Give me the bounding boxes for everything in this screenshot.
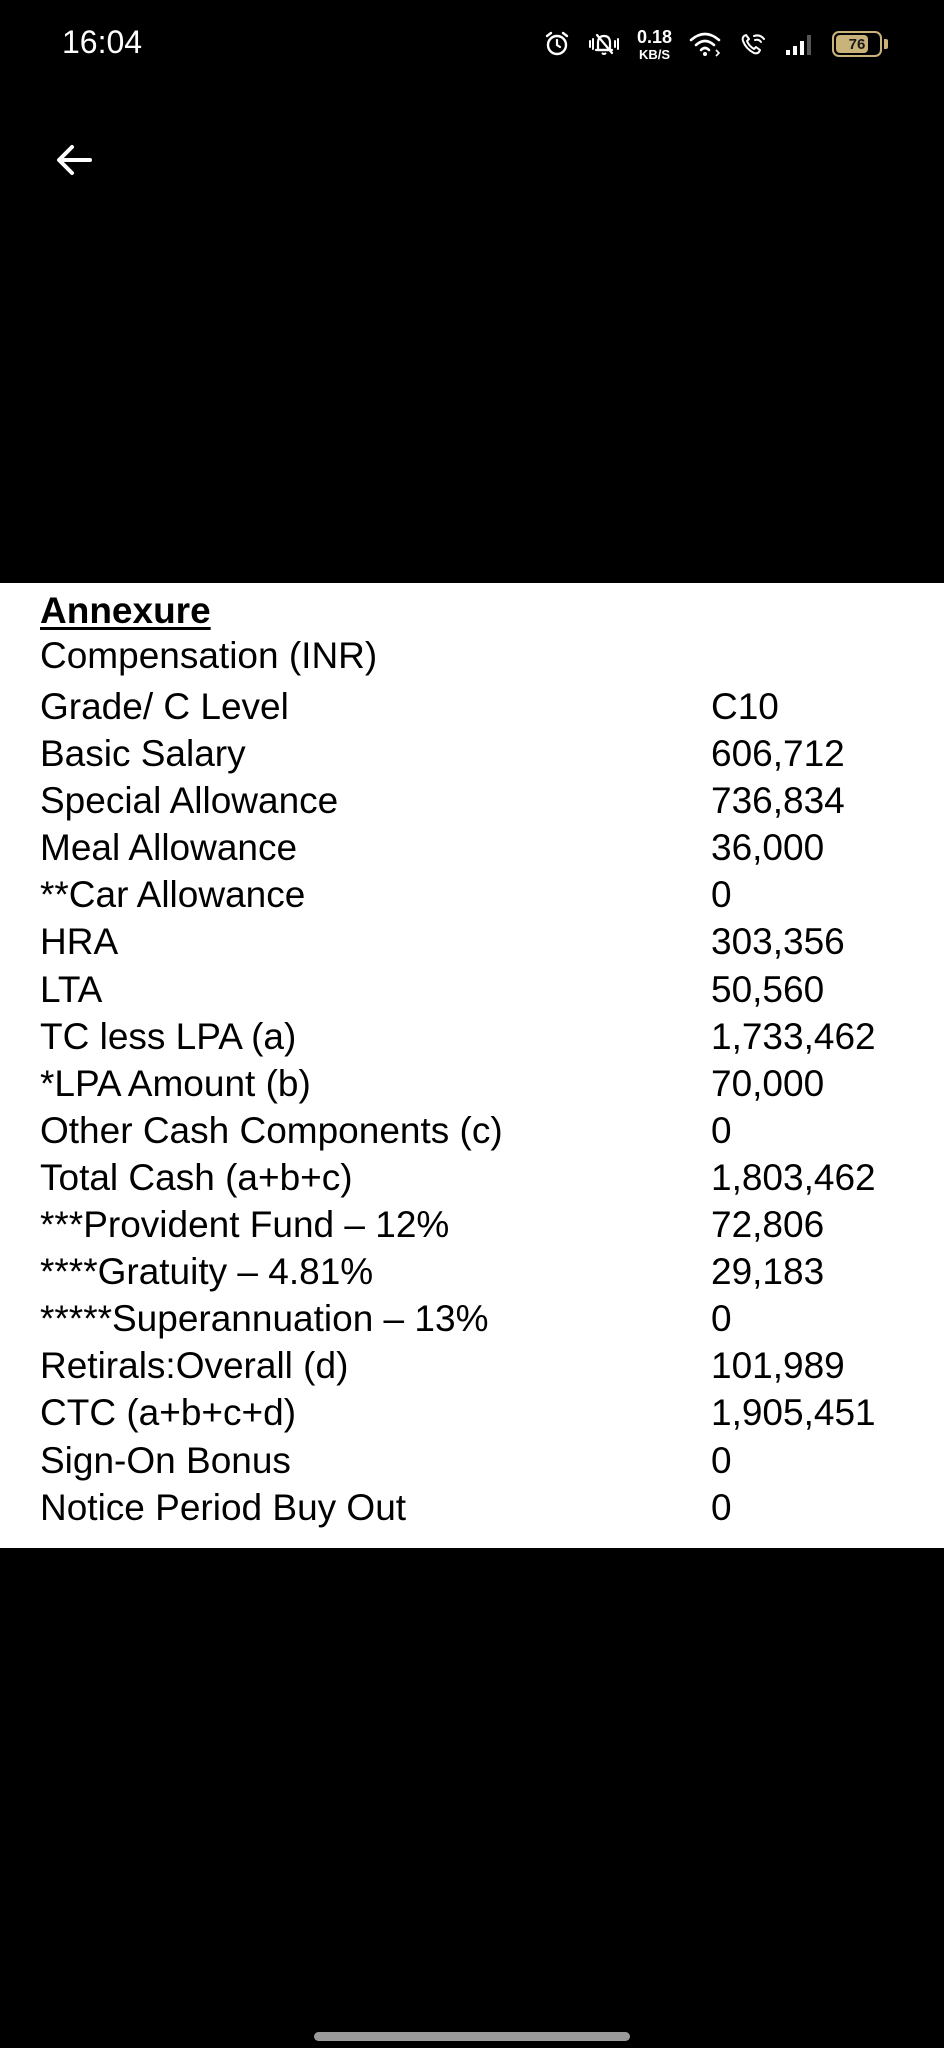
network-speed [637, 28, 672, 61]
row-label: *LPA Amount (b) [40, 1062, 311, 1104]
row-value: 1,733,462 [711, 1015, 876, 1057]
row-value: 29,183 [711, 1251, 825, 1293]
row-value: 0 [711, 1439, 732, 1481]
table-row [0, 683, 944, 730]
row-value: 50,560 [711, 968, 825, 1010]
battery-level: 76 [848, 35, 866, 53]
table-row [0, 1154, 944, 1201]
battery-indicator [832, 31, 882, 57]
row-value: 736,834 [711, 780, 845, 822]
row-label: ***Provident Fund – 12% [40, 1204, 450, 1246]
status-bar [0, 0, 944, 90]
table-row [0, 777, 944, 824]
table-row [0, 871, 944, 918]
mute-icon [587, 30, 621, 58]
row-label: LTA [40, 968, 103, 1010]
row-value: C10 [711, 686, 779, 727]
row-label: *****Superannuation – 13% [40, 1298, 489, 1340]
row-label: TC less LPA (a) [40, 1015, 297, 1057]
alarm-icon [543, 30, 571, 58]
row-label: **Car Allowance [40, 874, 306, 916]
row-value: 303,356 [711, 921, 845, 963]
row-label: ****Gratuity – 4.81% [40, 1251, 374, 1293]
row-value: 0 [711, 1486, 732, 1528]
row-label: Total Cash (a+b+c) [40, 1156, 353, 1198]
status-icons [543, 22, 888, 66]
row-label: HRA [40, 921, 119, 963]
row-value: 606,712 [711, 733, 845, 775]
back-button[interactable] [42, 128, 106, 192]
table-row [0, 966, 944, 1013]
table-row [0, 1201, 944, 1248]
signal-icon [784, 30, 816, 58]
row-label: Sign-On Bonus [40, 1439, 291, 1481]
table-row [0, 1437, 944, 1484]
home-indicator[interactable] [314, 2032, 630, 2041]
row-label: Special Allowance [40, 780, 339, 822]
battery-tip [884, 39, 888, 49]
table-row [0, 1484, 944, 1531]
network-speed-unit: KB/S [638, 46, 670, 62]
row-label: CTC (a+b+c+d) [40, 1392, 297, 1434]
battery-icon [832, 31, 888, 57]
row-value: 101,989 [711, 1345, 845, 1387]
table-row [0, 730, 944, 777]
row-value: 0 [711, 1109, 732, 1151]
row-value: 70,000 [711, 1062, 825, 1104]
table-row [0, 1060, 944, 1107]
row-label: Notice Period Buy Out [40, 1486, 407, 1528]
table-row [0, 1107, 944, 1154]
row-label: Other Cash Components (c) [40, 1109, 503, 1151]
row-value: 1,905,451 [711, 1392, 876, 1434]
wifi-icon [688, 30, 722, 58]
arrow-left-icon [50, 136, 98, 184]
status-time: 16:04 [62, 24, 143, 60]
table-row [0, 1248, 944, 1295]
row-label: Meal Allowance [40, 827, 298, 869]
table-row [0, 1389, 944, 1436]
network-speed-value: 0.18 [636, 26, 672, 47]
document-title: Annexure [40, 590, 211, 631]
table-row [0, 918, 944, 965]
document-image[interactable] [0, 583, 944, 1548]
row-value: 72,806 [711, 1204, 825, 1246]
table-row [0, 824, 944, 871]
table-row [0, 1013, 944, 1060]
table-row [0, 1342, 944, 1389]
row-value: 0 [711, 874, 732, 916]
compensation-table [0, 683, 944, 1531]
row-label: Basic Salary [40, 733, 246, 775]
row-value: 36,000 [711, 827, 825, 869]
row-value: 0 [711, 1298, 732, 1340]
row-label: Retirals:Overall (d) [40, 1345, 349, 1387]
document-subtitle: Compensation (INR) [40, 635, 378, 676]
row-value: 1,803,462 [711, 1156, 876, 1198]
row-label: Grade/ C Level [40, 686, 289, 727]
wifi-calling-icon [738, 30, 768, 58]
table-row [0, 1295, 944, 1342]
